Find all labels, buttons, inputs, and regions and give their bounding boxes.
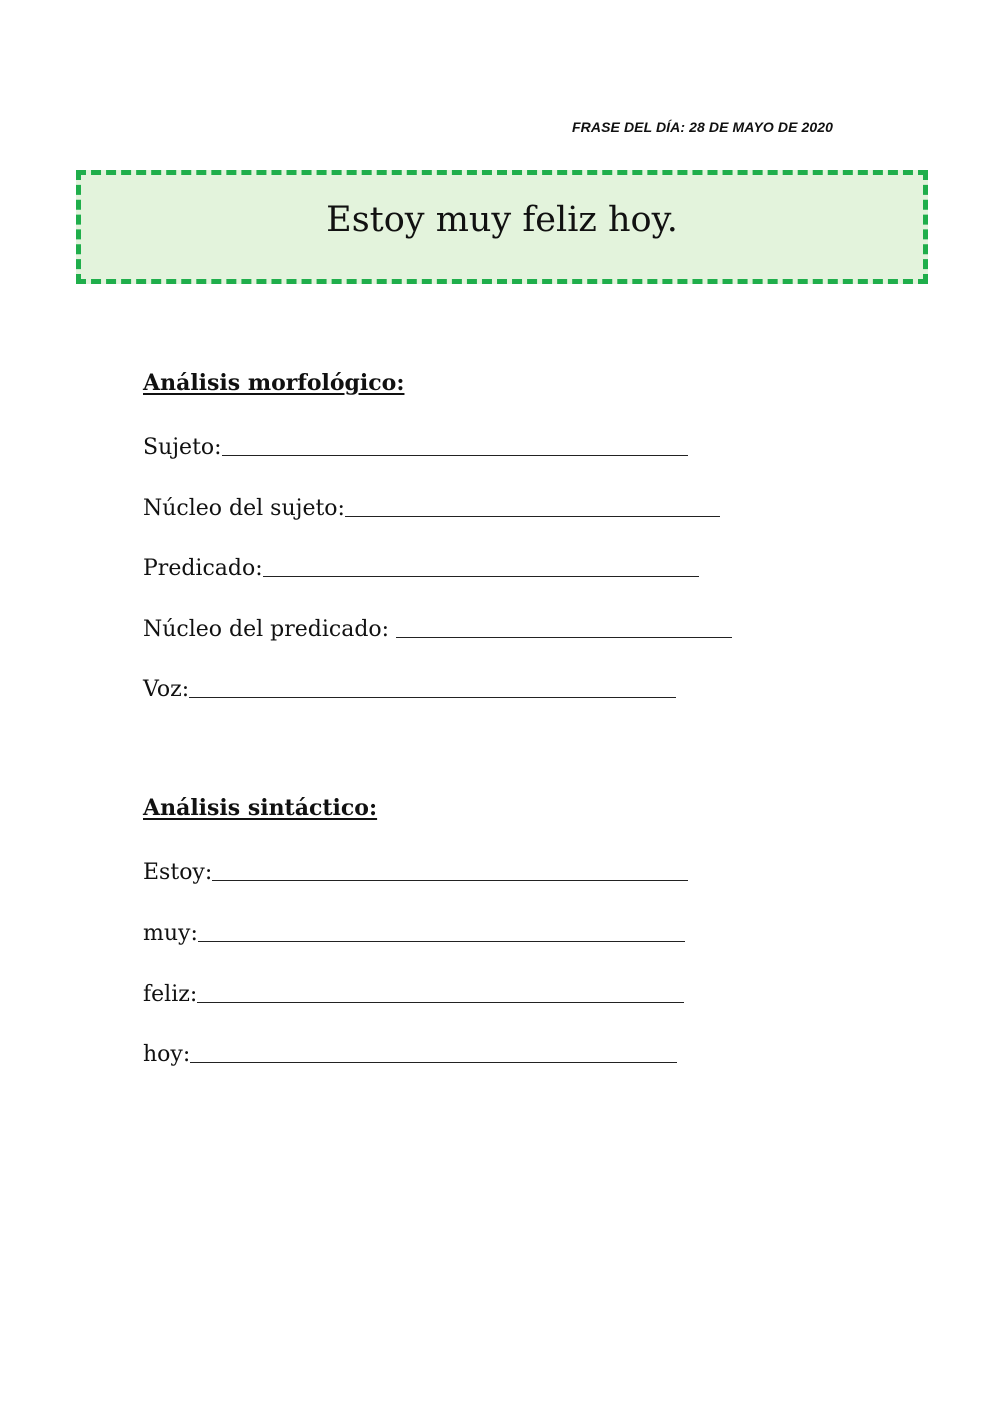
answer-line[interactable] [212,879,688,881]
answer-line[interactable] [197,1001,684,1003]
field-nucleo-sujeto[interactable] [143,491,720,521]
field-label: Predicado: [143,556,263,581]
field-hoy[interactable] [143,1037,677,1067]
field-sujeto[interactable] [143,430,688,460]
field-estoy[interactable] [143,855,688,885]
answer-line[interactable] [190,1061,677,1063]
answer-line[interactable] [189,696,676,698]
date-line: FRASE DEL DÍA: 28 DE MAYO DE 2020 [572,119,834,135]
answer-line[interactable] [263,575,699,577]
morphological-title: Análisis morfológico: [143,370,405,396]
field-nucleo-predicado[interactable] [143,612,732,642]
sentence-text: Estoy muy feliz hoy. [326,200,678,240]
answer-line[interactable] [396,636,732,638]
field-label: Voz: [143,677,190,702]
syntactic-title: Análisis sintáctico: [143,795,378,821]
field-label: Núcleo del sujeto: [143,496,345,521]
field-label: Sujeto: [143,435,222,460]
field-label: muy: [143,921,198,946]
answer-line[interactable] [222,454,688,456]
sentence-box [76,170,928,284]
answer-line[interactable] [198,940,685,942]
field-feliz[interactable] [143,977,684,1007]
field-label: Estoy: [143,860,213,885]
field-label: Núcleo del predicado: [143,617,397,642]
field-muy[interactable] [143,916,685,946]
field-label: hoy: [143,1042,191,1067]
answer-line[interactable] [345,515,720,517]
field-voz[interactable] [143,672,676,702]
field-predicado[interactable] [143,551,699,581]
field-label: feliz: [143,982,198,1007]
